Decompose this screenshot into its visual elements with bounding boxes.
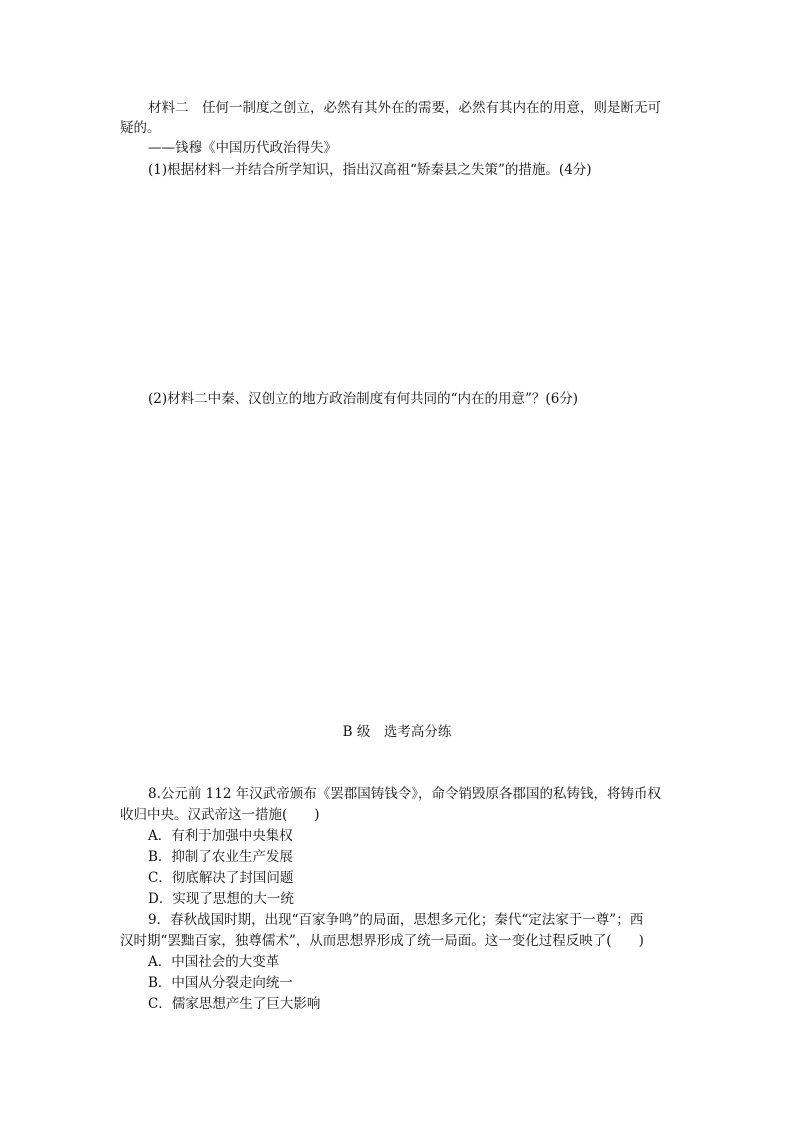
question-1: (1)根据材料一并结合所学知识，指出汉高祖“矫秦县之失策”的措施。(4分) [148, 162, 592, 178]
q9-option-c: C．儒家思想产生了巨大影响 [148, 996, 321, 1012]
material2-line2: 疑的。 [120, 120, 161, 136]
material2-source: ——钱穆《中国历代政治得失》 [148, 140, 337, 156]
q8-option-b: B．抑制了农业生产发展 [148, 849, 293, 865]
q8-option-d: D．实现了思想的大一统 [148, 891, 294, 907]
q9-stem-line2: 汉时期“罢黜百家，独尊儒术”，从而思想界形成了统一局面。这一变化过程反映了( ) [120, 933, 644, 949]
q9-option-b: B．中国从分裂走向统一 [148, 975, 293, 991]
q9-option-a: A．中国社会的大变革 [148, 954, 280, 970]
q8-option-a: A．有利于加强中央集权 [148, 828, 293, 844]
question-2: (2)材料二中秦、汉创立的地方政治制度有何共同的“内在的用意”？(6分) [148, 391, 579, 407]
section-title: B 级 选考高分练 [342, 724, 452, 740]
q8-stem-line1: 8.公元前 112 年汉武帝颁布《罢郡国铸钱令》，命令销毁原各郡国的私铸钱，将铸币权 [148, 786, 661, 802]
q9-stem-line1: 9．春秋战国时期，出现“百家争鸣”的局面，思想多元化；秦代“定法家于一尊”；西 [148, 912, 644, 928]
q8-stem-line2: 收归中央。汉武帝这一措施( ) [120, 807, 320, 823]
material2-line1: 材料二 任何一制度之创立，必然有其外在的需要，必然有其内在的用意，则是断无可 [148, 100, 661, 116]
q8-option-c: C．彻底解决了封国问题 [148, 870, 294, 886]
